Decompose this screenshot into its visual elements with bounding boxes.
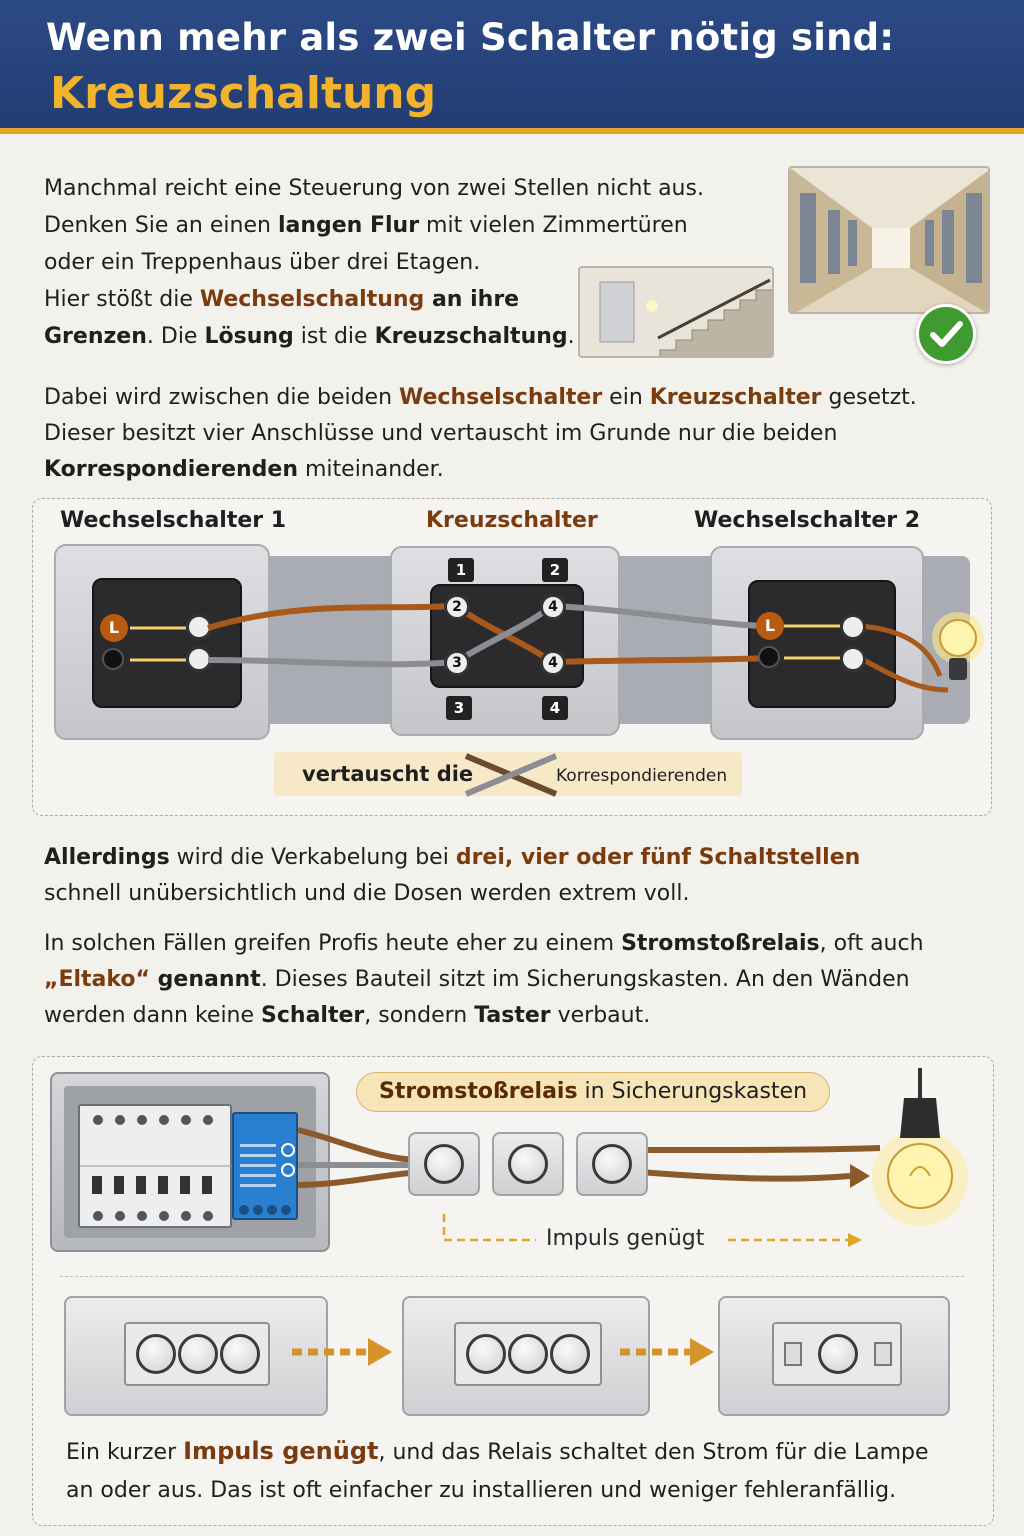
label-kreuzschalter: Kreuzschalter (426, 508, 598, 533)
footer-line-1: Ein kurzer Impuls genügt, und das Relais schaltet den Strom für die Lampe (66, 1437, 929, 1465)
intro-line-1: Manchmal reicht eine Steuerung von zwei Stellen nicht aus. (44, 176, 704, 201)
kreuz-terminal-4: 4 (540, 650, 566, 676)
footer-paragraph (66, 1432, 966, 1510)
label-wechselschalter-1: Wechselschalter 1 (60, 508, 287, 533)
kreuz-terminal-3: 3 (444, 650, 470, 676)
footer-line-2: an oder aus. Das ist oft einfacher zu installieren und weniger fehleranfällig. (66, 1478, 897, 1503)
para2-line-3: Korrespondierenden miteinander. (44, 457, 444, 482)
kreuz-terminal-4-top: 4 (540, 594, 566, 620)
relais-label-pill: Stromstoßrelais in Sicherungskasten (356, 1072, 830, 1112)
swap-caption-right: Korrespondierenden (556, 766, 728, 786)
intro-line-5: Grenzen. Die Lösung ist die Kreuzschaltung. (44, 324, 575, 349)
terminal-label-1-top: 1 (448, 558, 474, 582)
page-subtitle: Kreuzschaltung (50, 68, 437, 119)
terminal-label-2-top: 2 (542, 558, 568, 582)
impulse-label: Impuls genügt (546, 1226, 705, 1251)
intro-line-2: Denken Sie an einen langen Flur mit vielen Zimmertüren (44, 213, 688, 238)
l-terminal-right: L (756, 612, 784, 640)
para4-line-2: „Eltako“ genannt. Dieses Bauteil sitzt im Sicherungskasten. An den Wänden (44, 967, 910, 992)
terminal-label-4-bottom: 4 (542, 696, 568, 720)
para2-line-2: Dieser besitzt vier Anschlüsse und vertauscht im Grunde nur die beiden (44, 421, 838, 446)
l-terminal-left: L (100, 614, 128, 642)
para3-line-1: Allerdings wird die Verkabelung bei drei, vier oder fünf Schaltstellen (44, 845, 861, 870)
swap-caption-left: vertauscht die (302, 762, 474, 786)
terminal-label-3-bottom: 3 (446, 696, 472, 720)
para3-line-2: schnell unübersichtlich und die Dosen werden extrem voll. (44, 881, 690, 906)
page-title: Wenn mehr als zwei Schalter nötig sind: (46, 16, 895, 59)
kreuz-terminal-2: 2 (444, 594, 470, 620)
para4-line-3: werden dann keine Schalter, sondern Taster verbaut. (44, 1003, 651, 1028)
para2-line-1: Dabei wird zwischen die beiden Wechselschalter ein Kreuzschalter gesetzt. (44, 385, 917, 410)
intro-line-4: Hier stößt die Wechselschaltung an ihre (44, 287, 520, 312)
intro-line-3: oder ein Treppenhaus über drei Etagen. (44, 250, 481, 275)
label-wechselschalter-2: Wechselschalter 2 (694, 508, 921, 533)
para4-line-1: In solchen Fällen greifen Profis heute eher zu einem Stromstoßrelais, oft auch (44, 931, 924, 956)
